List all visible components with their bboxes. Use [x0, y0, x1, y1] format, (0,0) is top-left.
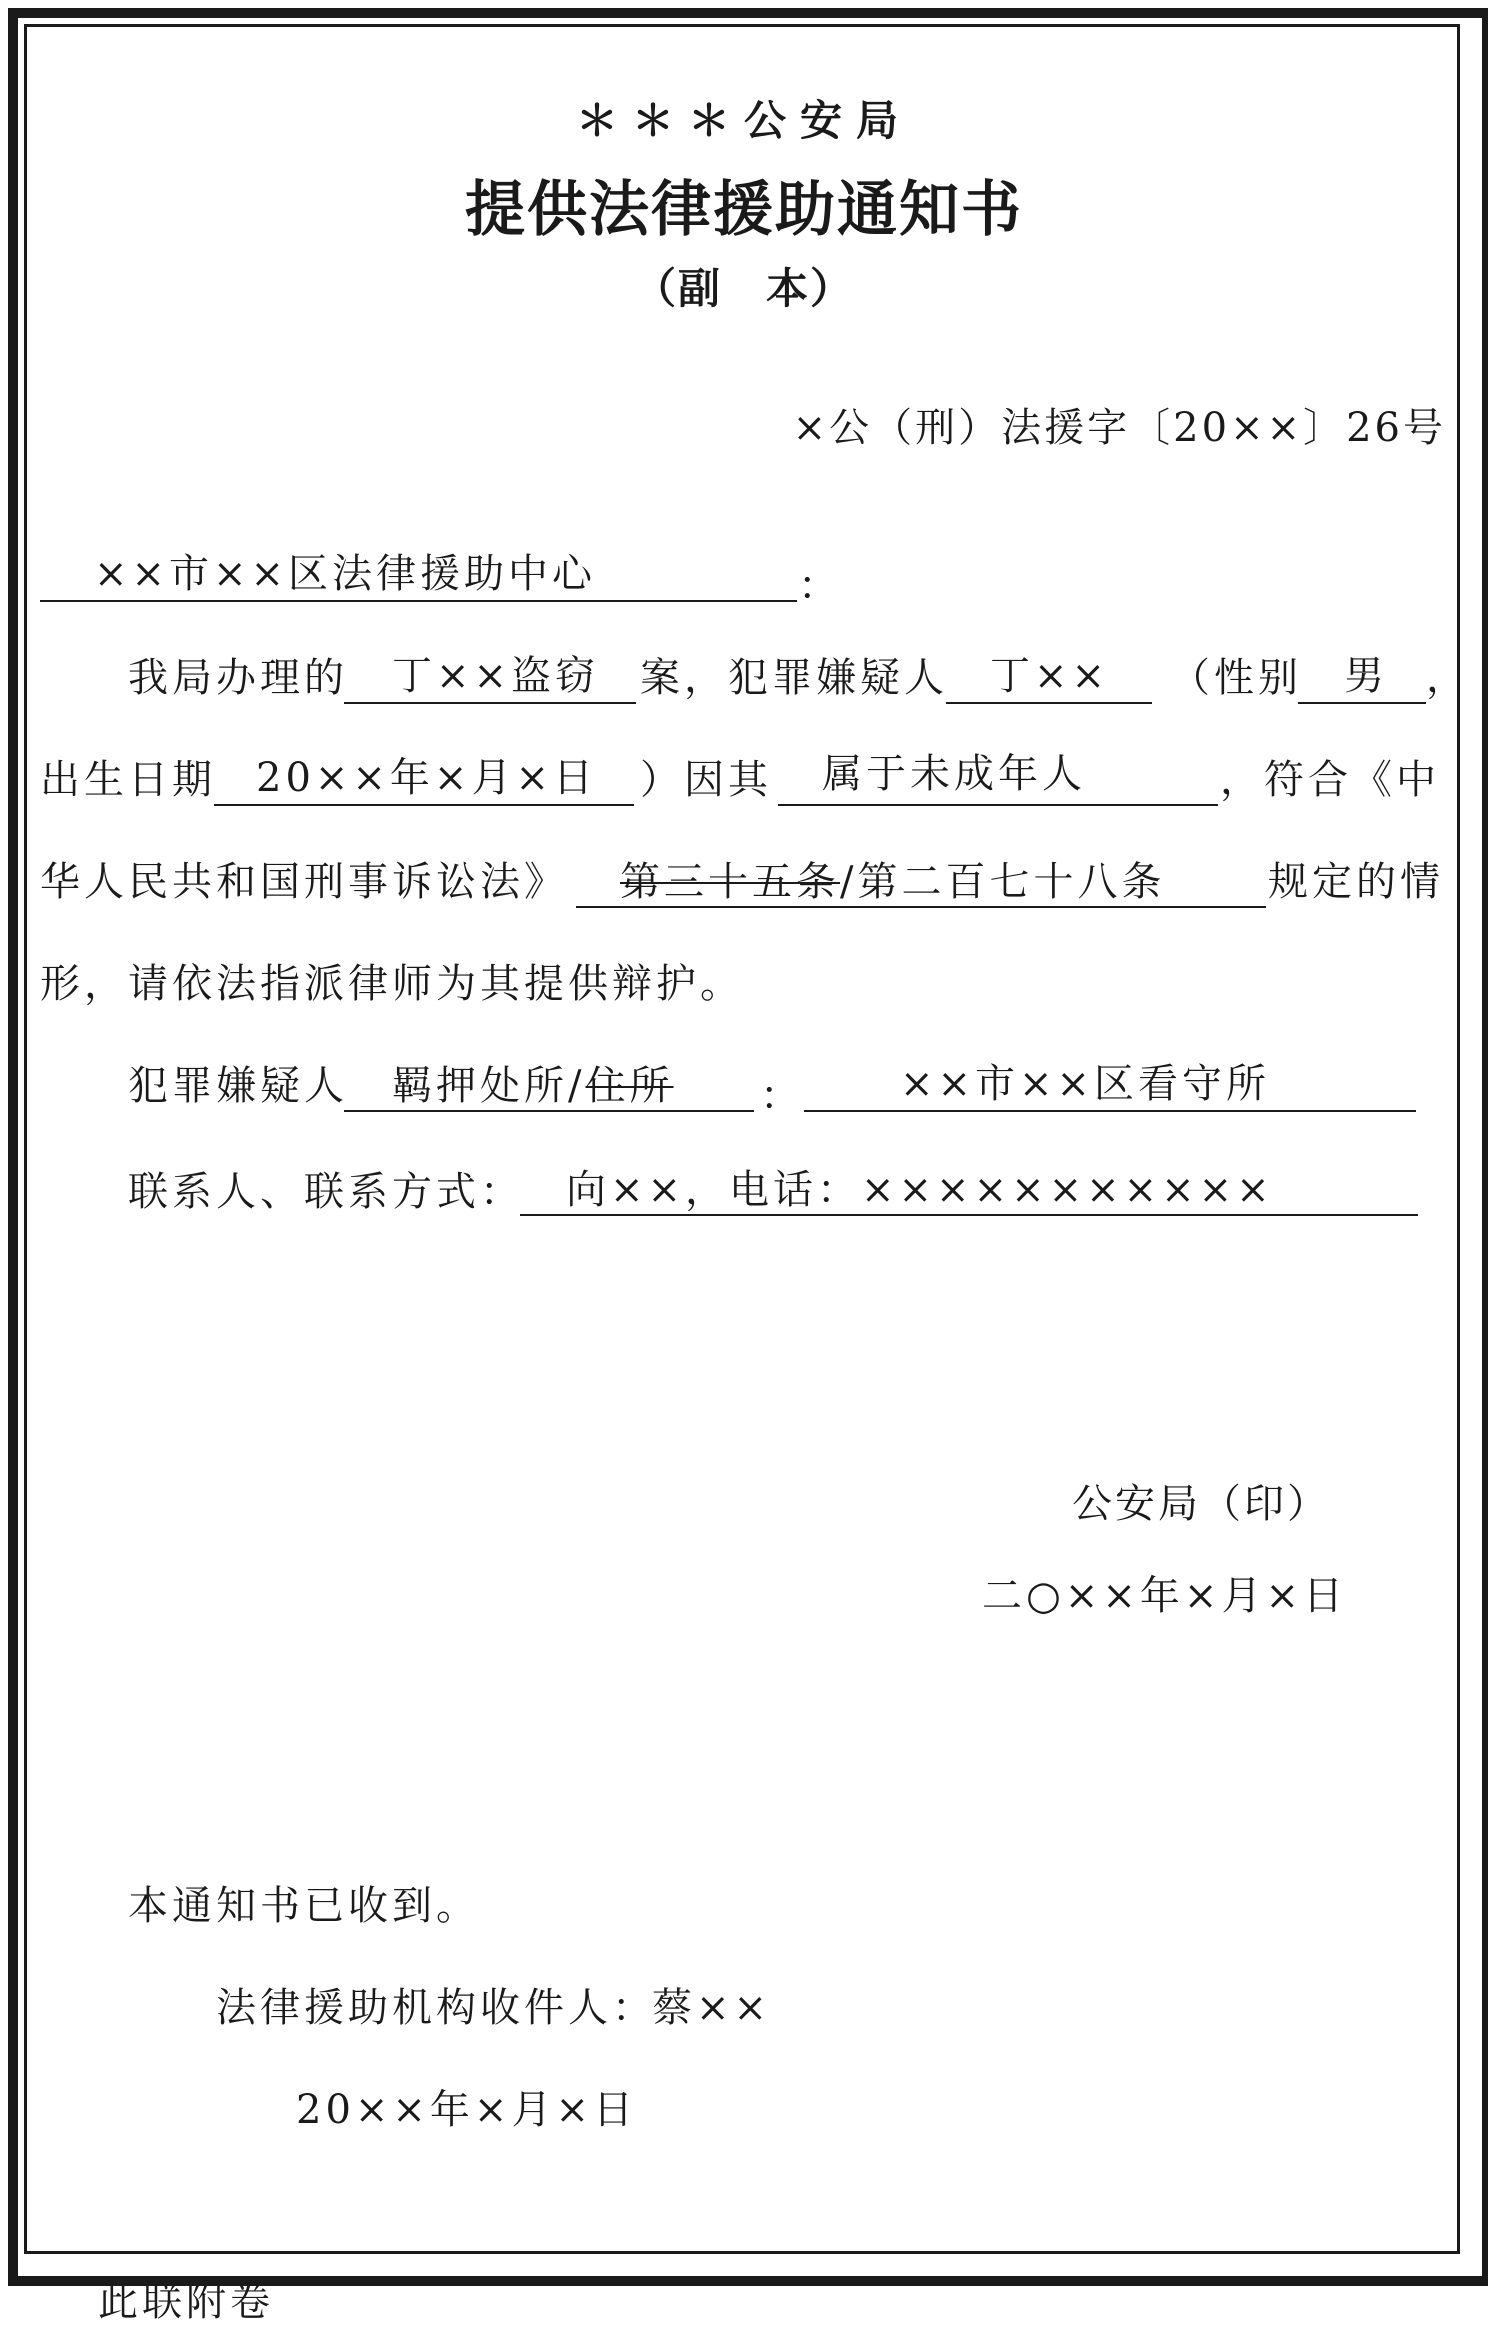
dob-underline: [214, 804, 634, 806]
location-value-underline: [804, 1110, 1416, 1112]
suspect-name-underline: [946, 702, 1152, 704]
location-type: [392, 1063, 674, 1109]
footer-note: 此联附卷: [98, 2279, 274, 2325]
body-p2-mid: ）因其: [640, 757, 772, 803]
dob-label: 出生日期: [40, 757, 216, 803]
receiver-name: 蔡××: [652, 1985, 772, 2031]
document-number: ×公（刑）法援字〔20××〕26号: [792, 405, 1446, 451]
agency-name: ＊＊＊公安局: [575, 96, 912, 145]
receiver-label: 法律援助机构收件人：: [216, 1985, 656, 2031]
body-p3-end: 规定的情: [1268, 859, 1444, 905]
location-value: ××市××区看守所: [900, 1061, 1271, 1107]
location-type-kept: 羁押处所/: [392, 1063, 586, 1109]
gender-value: 男: [1344, 653, 1388, 699]
legal-article: [620, 859, 1166, 905]
article-underline: [576, 906, 1266, 908]
contact-underline: [520, 1214, 1418, 1216]
reason-underline: [778, 804, 1218, 806]
seal-text: 公安局（印）: [1072, 1481, 1330, 1527]
document-title: 提供法律援助通知书: [465, 175, 1023, 245]
body-p1-mid: 案，犯罪嫌疑人: [640, 655, 948, 701]
location-label: 犯罪嫌疑人: [128, 1063, 348, 1109]
copy-type: （副 本）: [633, 264, 854, 313]
article-struck: 第三十五条: [620, 859, 840, 905]
article-slash: /: [840, 859, 858, 905]
body-p3-start: 华人民共和国刑事诉讼法》: [40, 859, 568, 905]
recipient-name: ××市××区法律援助中心: [94, 551, 597, 597]
receipt-date: 20××年×月×日: [296, 2087, 637, 2133]
gender-underline: [1298, 702, 1426, 704]
contact-value: 向××，电话：×××××××××××: [566, 1167, 1274, 1213]
gender-label: （性别: [1170, 655, 1302, 701]
recipient-underline: [40, 600, 797, 602]
dob-value: 20××年×月×日: [256, 755, 597, 801]
article-kept: 第二百七十八条: [857, 859, 1166, 905]
location-type-struck: 住所: [585, 1063, 674, 1109]
body-comma: ，: [1426, 655, 1470, 701]
location-type-underline: [344, 1110, 754, 1112]
contact-label: 联系人、联系方式：: [128, 1169, 524, 1215]
case-name-underline: [344, 702, 636, 704]
reason-value: 属于未成年人: [822, 751, 1086, 797]
recipient-colon: ：: [798, 563, 842, 609]
receipt-received: 本通知书已收到。: [128, 1883, 480, 1929]
signature-date: 二○××年×月×日: [982, 1573, 1347, 1619]
body-p2-end: ，符合《中: [1220, 757, 1440, 803]
body-p1-prefix: 我局办理的: [128, 655, 348, 701]
case-name: 丁××盗窃: [392, 653, 600, 699]
suspect-name: 丁××: [990, 653, 1110, 699]
location-colon: ：: [760, 1073, 804, 1119]
body-p4: 形，请依法指派律师为其提供辩护。: [40, 961, 744, 1007]
